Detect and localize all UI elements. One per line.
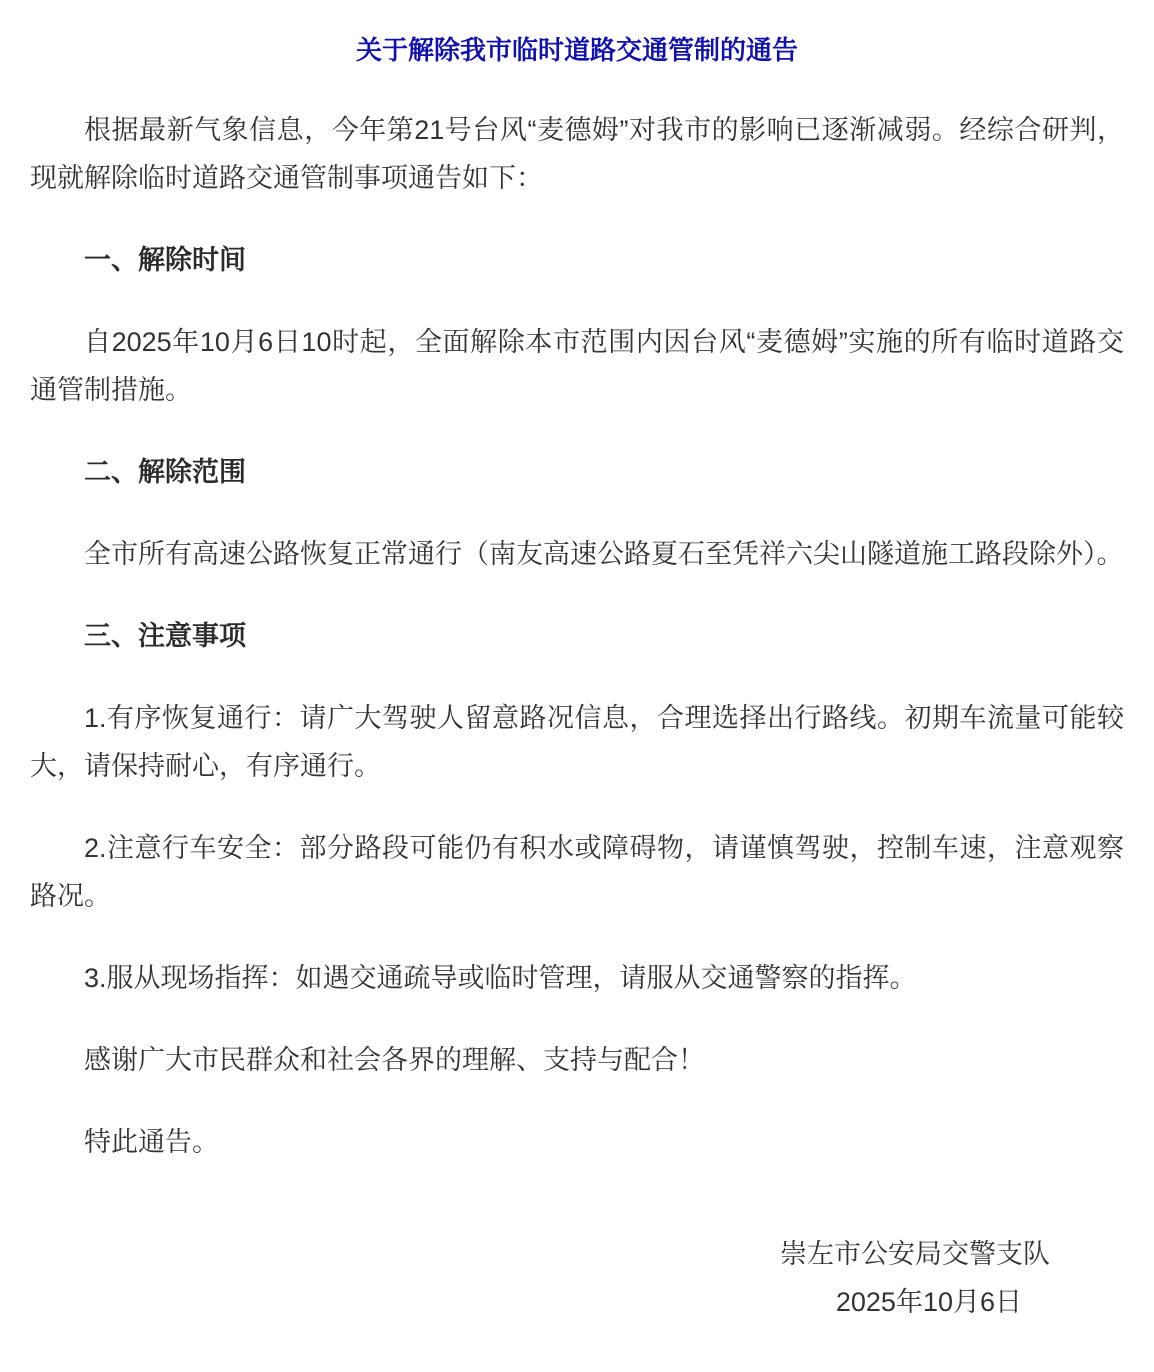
section-3-paragraph-2: 2.注意行车安全：部分路段可能仍有积水或障碍物，请谨慎驾驶，控制车速，注意观察路况。 <box>30 833 1124 911</box>
closing-thanks: 感谢广大市民群众和社会各界的理解、支持与配合！ <box>84 1045 705 1075</box>
section-3-paragraph-3: 3.服从现场指挥：如遇交通疏导或临时管理，请服从交通警察的指挥。 <box>84 963 917 993</box>
section-3-paragraph-1: 1.有序恢复通行：请广大驾驶人留意路况信息，合理选择出行路线。初期车流量可能较大，请保持耐心，有序通行。 <box>30 703 1124 781</box>
section-1-paragraph: 自2025年10月6日10时起，全面解除本市范围内因台风“麦德姆”实施的所有临时道路交通管制措施。 <box>30 327 1124 405</box>
closing-notice: 特此通告。 <box>84 1127 219 1157</box>
signature-block <box>30 1230 1124 1326</box>
signature-department: 崇左市公安局交警支队 <box>780 1239 1050 1269</box>
section-2-heading: 二、解除范围 <box>84 457 246 487</box>
signature-date: 2025年10月6日 <box>835 1287 1022 1317</box>
section-3-heading: 三、注意事项 <box>84 621 246 651</box>
intro-paragraph: 根据最新气象信息，今年第21号台风“麦德姆”对我市的影响已逐渐减弱。经综合研判，现就解除临时道路交通管制事项通告如下： <box>30 115 1124 193</box>
section-2-paragraph: 全市所有高速公路恢复正常通行（南友高速公路夏石至凭祥六尖山隧道施工路段除外）。 <box>84 539 1124 569</box>
notice-title: 关于解除我市临时道路交通管制的通告 <box>355 35 798 65</box>
section-1-heading: 一、解除时间 <box>84 245 246 275</box>
